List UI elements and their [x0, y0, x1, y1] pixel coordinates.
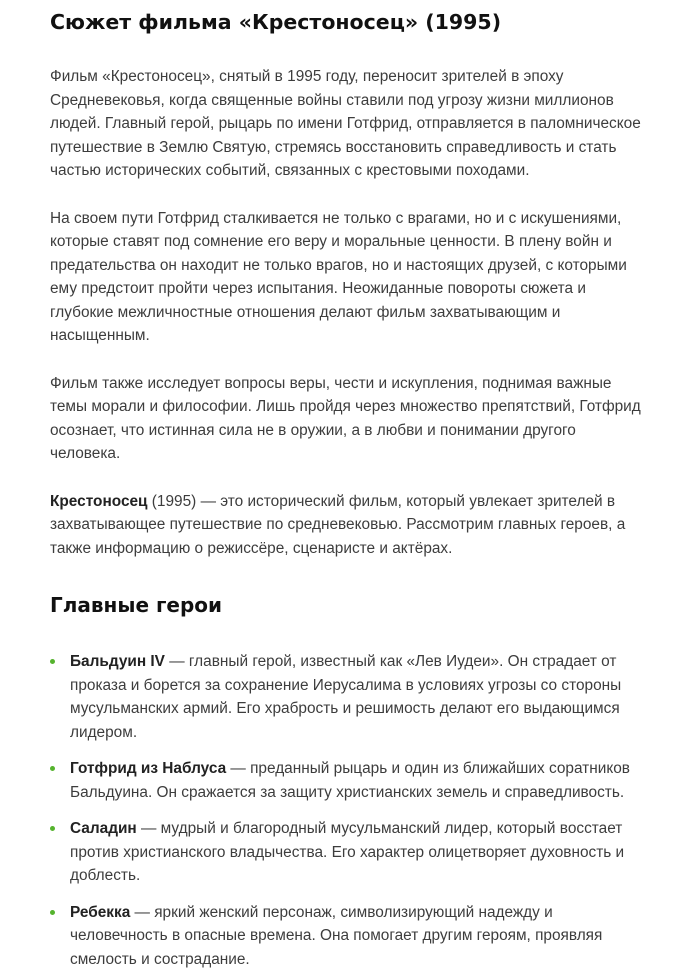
- bullet-dot-icon: [50, 766, 55, 771]
- character-desc: — главный герой, известный как «Лев Иудеи». Он страдает от проказа и борется за сохранение Иерусалима в условиях угрозы со стороны мусульманских армий. Его храбрость и решимость делают его выдающимся лидером.: [70, 653, 621, 741]
- character-name: Саладин: [70, 820, 137, 837]
- character-desc: — мудрый и благородный мусульманский лидер, который восстает против христианского владычества. Его характер олицетворяет духовность и доблесть.: [70, 820, 624, 884]
- list-item: [50, 757, 648, 804]
- page-title: Сюжет фильма «Крестоносец» (1995): [50, 0, 648, 36]
- list-item: [50, 650, 648, 744]
- plot-paragraph-3: Фильм также исследует вопросы веры, чести и искупления, поднимая важные темы морали и философии. Лишь пройдя через множество препятствий, Готфрид осознает, что истинная сила не в оружии, а в любви и понимании другого человека.: [50, 372, 648, 466]
- character-desc: — яркий женский персонаж, символизирующий надежду и человечность в опасные времена. Она помогает другим героям, проявляя смелость и сострадание.: [70, 904, 602, 968]
- character-name: Бальдуин IV: [70, 653, 165, 670]
- list-item: [50, 817, 648, 888]
- section-heading: Главные герои: [50, 591, 648, 619]
- intro-paragraph-text: (1995) — это исторический фильм, который увлекает зрителей в захватывающее путешествие по средневековью. Рассмотрим главных героев, а также информацию о режиссёре, сценаристе и актёрах.: [50, 493, 625, 557]
- intro-paragraph: [50, 490, 648, 561]
- character-name: Ребекка: [70, 904, 130, 921]
- list-item: [50, 901, 648, 971]
- film-name-bold: Крестоносец: [50, 493, 148, 510]
- plot-paragraph-1: Фильм «Крестоносец», снятый в 1995 году, переносит зрителей в эпоху Средневековья, когда священные войны ставили под угрозу жизни миллионов людей. Главный герой, рыцарь по имени Готфрид, отправляется в паломническое путешествие в Землю Святую, стремясь восстановить справедливость и стать частью исторических событий, связанных с крестовыми походами.: [50, 65, 648, 183]
- character-name: Готфрид из Наблуса: [70, 760, 226, 777]
- plot-paragraph-2: На своем пути Готфрид сталкивается не только с врагами, но и с искушениями, которые ставят под сомнение его веру и моральные ценности. В плену войн и предательства он находит не только врагов, но и настоящих друзей, с которыми ему предстоит пройти через испытания. Неожиданные повороты сюжета и глубокие межличностные отношения делают фильм захватывающим и насыщенным.: [50, 207, 648, 348]
- bullet-dot-icon: [50, 659, 55, 664]
- bullet-dot-icon: [50, 826, 55, 831]
- character-desc: — преданный рыцарь и один из ближайших соратников Бальдуина. Он сражается за защиту христианских земель и справедливость.: [70, 760, 630, 801]
- characters-list: [50, 650, 648, 971]
- bullet-dot-icon: [50, 910, 55, 915]
